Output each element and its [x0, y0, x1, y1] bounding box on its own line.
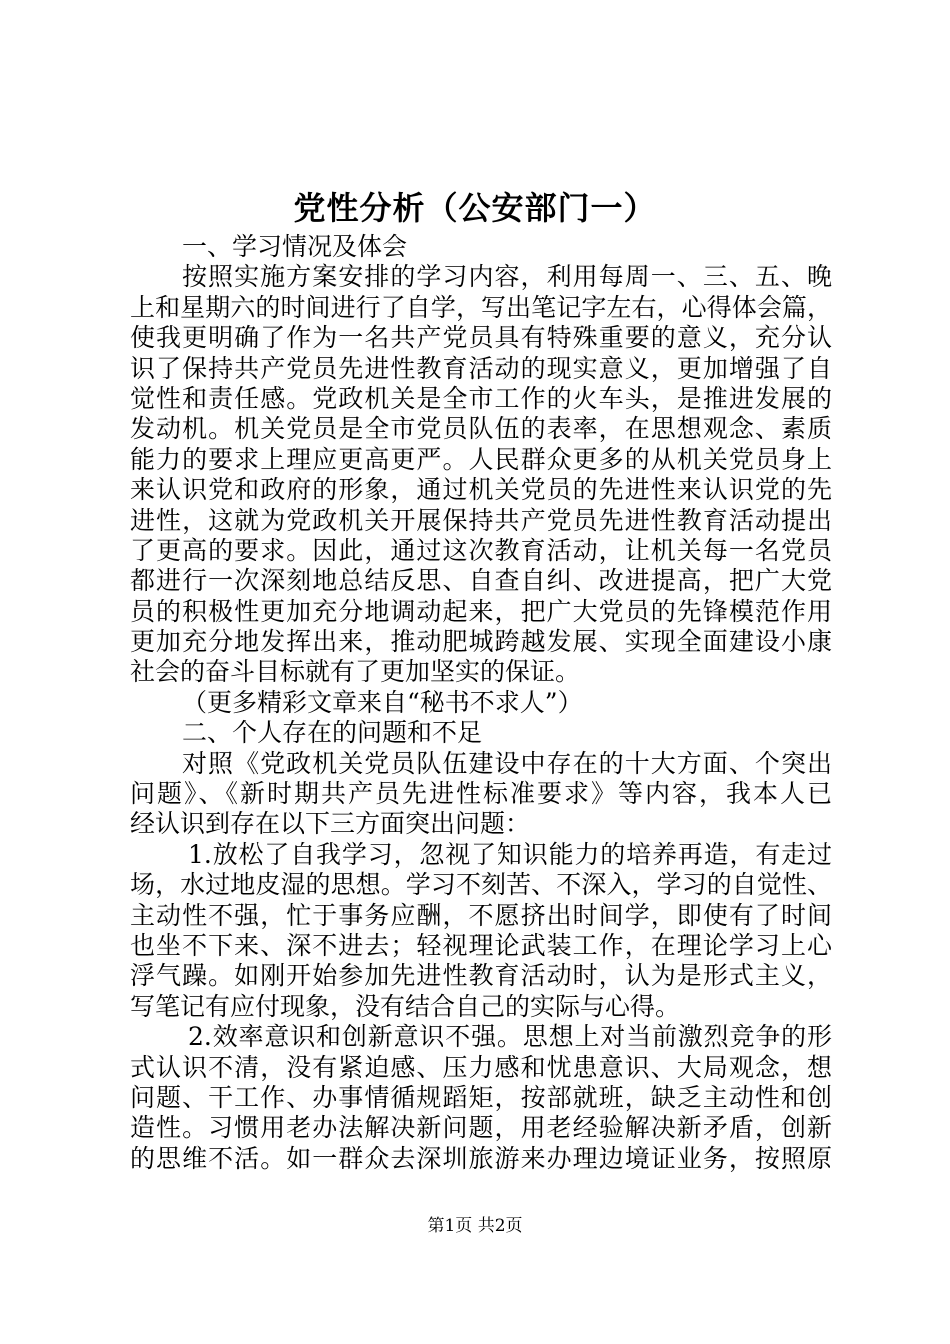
- document-body: [130, 232, 832, 1174]
- text-line: 2.效率意识和创新意识不强。思想上对当前激烈竞争的形: [188, 1022, 832, 1052]
- text-line: 经认识到存在以下三方面突出问题：: [130, 809, 531, 839]
- text-line: 发动机。机关党员是全市党员队伍的表率，在思想观念、素质: [130, 414, 832, 444]
- text-line: 一、学习情况及体会: [182, 232, 408, 261]
- text-line: 使我更明确了作为一名共产党员具有特殊重要的意义，充分认: [130, 323, 832, 353]
- text-line: 社会的奋斗目标就有了更加坚实的保证。: [130, 657, 581, 687]
- text-line: 式认识不清，没有紧迫感、压力感和忧患意识、大局观念，想: [130, 1052, 832, 1082]
- document-title: 党性分析（公安部门一）: [293, 189, 657, 227]
- text-line: 都进行一次深刻地总结反思、自查自纠、改进提高，把广大党: [130, 566, 832, 596]
- text-line: 问题、干工作、办事情循规蹈矩，按部就班，缺乏主动性和创: [130, 1082, 832, 1112]
- text-line: 能力的要求上理应更高更严。人民群众更多的从机关党员身上: [130, 444, 832, 474]
- text-line: 二、个人存在的问题和不足: [182, 718, 483, 748]
- text-line: 问题》、《新时期共产员先进性标准要求》等内容，我本人已: [130, 779, 832, 809]
- text-line: 进性，这就为党政机关开展保持共产党员先进性教育活动提出: [130, 505, 832, 535]
- text-line: 主动性不强，忙于事务应酬，不愿挤出时间学，即使有了时间: [130, 900, 832, 930]
- text-line: 的思维不活。如一群众去深圳旅游来办理边境证业务，按照原: [130, 1143, 832, 1173]
- text-line: 浮气躁。如刚开始参加先进性教育活动时，认为是形式主义，: [130, 961, 832, 991]
- text-line: （更多精彩文章来自“秘书不求人”）: [182, 687, 583, 717]
- text-line: 对照《党政机关党员队伍建设中存在的十大方面、个突出: [182, 748, 832, 778]
- page-footer: 第1页 共2页: [427, 1216, 523, 1236]
- text-line: 写笔记有应付现象，没有结合自己的实际与心得。: [130, 991, 681, 1021]
- text-line: 识了保持共产党员先进性教育活动的现实意义，更加增强了自: [130, 353, 832, 383]
- text-line: 来认识党和政府的形象，通过机关党员的先进性来认识党的先: [130, 475, 832, 505]
- text-line: 造性。习惯用老办法解决新问题，用老经验解决新矛盾，创新: [130, 1113, 832, 1143]
- text-line: 场，水过地皮湿的思想。学习不刻苦、不深入，学习的自觉性、: [130, 870, 832, 900]
- text-line: 按照实施方案安排的学习内容，利用每周一、三、五、晚: [182, 262, 832, 292]
- text-line: 也坐不下来、深不进去；轻视理论武装工作，在理论学习上心: [130, 930, 832, 960]
- text-line: 更加充分地发挥出来，推动肥城跨越发展、实现全面建设小康: [130, 627, 832, 657]
- text-line: 1.放松了自我学习，忽视了知识能力的培养再造，有走过: [188, 839, 832, 869]
- text-line: 觉性和责任感。党政机关是全市工作的火车头，是推进发展的: [130, 383, 832, 413]
- text-line: 员的积极性更加充分地调动起来，把广大党员的先锋模范作用: [130, 596, 832, 626]
- text-line: 了更高的要求。因此，通过这次教育活动，让机关每一名党员: [130, 535, 832, 565]
- text-line: 上和星期六的时间进行了自学，写出笔记字左右，心得体会篇，: [130, 292, 832, 322]
